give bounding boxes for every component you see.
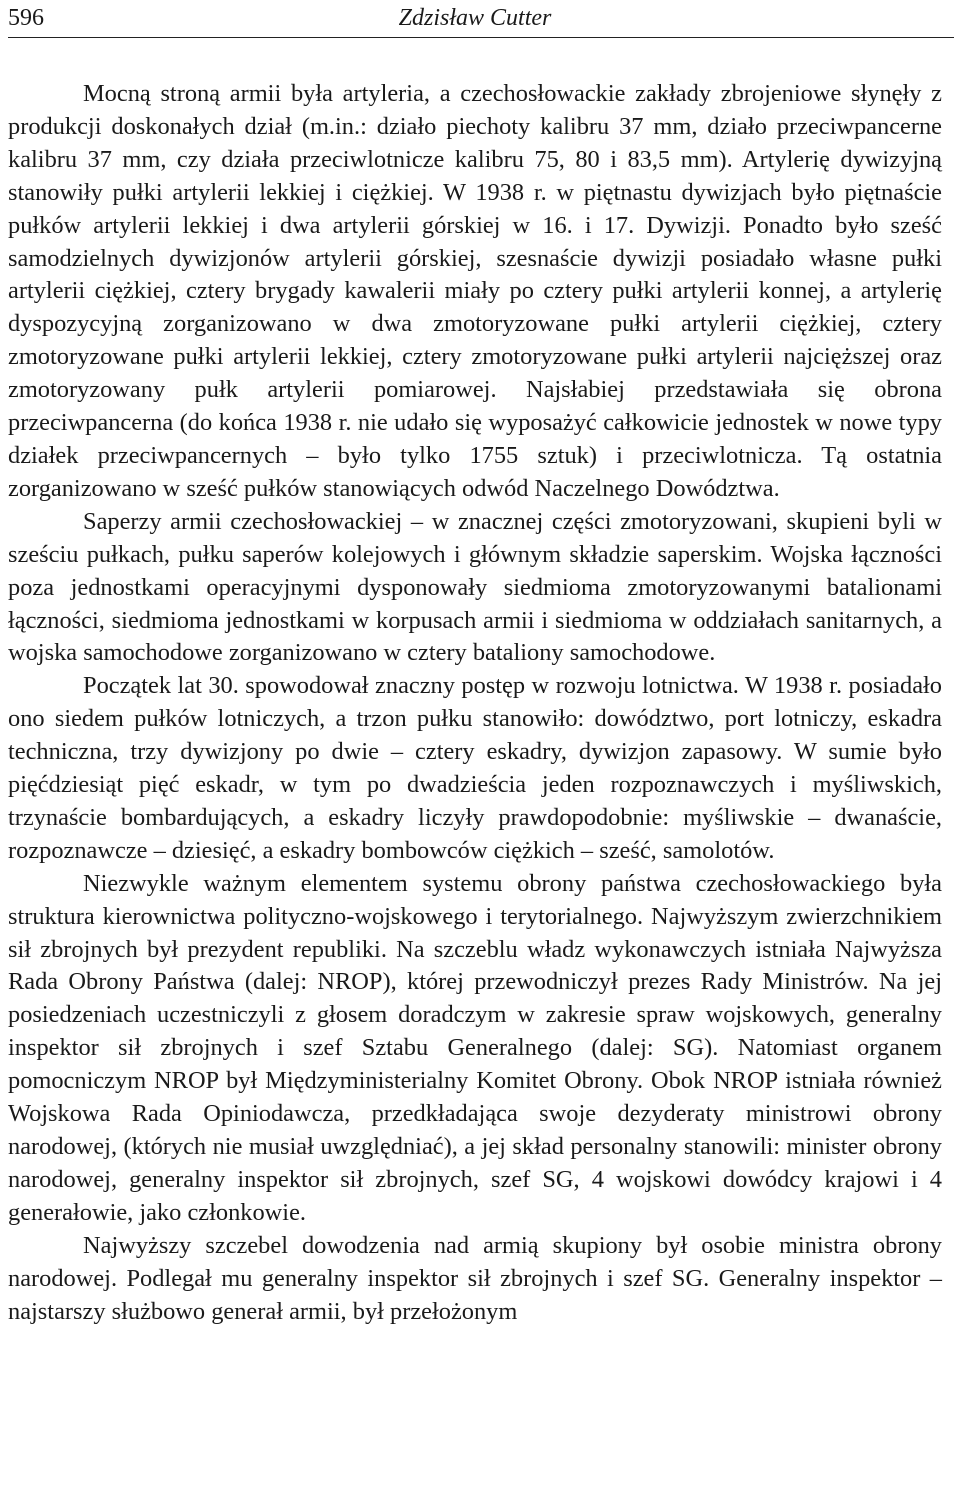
paragraph-aviation: Początek lat 30. spowodował znaczny postęp w rozwoju lotnictwa. W 1938 r. posiadało ono siedem pułków lotniczych, a trzon pułku stanowiło: dowództwo, port lotniczy, eskadra techniczna, trzy dywizjony po dwie – cztery eskadry, dywizjon zapasowy. W sumie było pięćdziesiąt pięć eskadr, w tym po dwadzieścia jeden rozpoznawczych i myśliwskich, trzynaście bombardujących, a eskadry liczyły prawdopodobnie: myśliwskie – dwanaście, rozpoznawcze – dziesięć, a eskadry bombowców ciężkich – sześć, samolotów. xyxy=(8,672,942,864)
document-page xyxy=(8,0,942,1509)
page-header xyxy=(8,4,942,37)
running-head: Zdzisław Cutter xyxy=(398,5,552,31)
paragraph-minister: Najwyższy szczebel dowodzenia nad armią skupiony był osobie ministra obrony narodowej. Podlegał mu generalny inspektor sił zbrojnych i szef SG. Generalny inspektor – najstarszy służbowo generał armii, był przełożonym xyxy=(8,1231,942,1325)
paragraph-sappers: Saperzy armii czechosłowackiej – w znacznej części zmotoryzowani, skupieni byli w sześciu pułkach, pułku saperów kolejowych i głównym składzie saperskim. Wojska łączności poza jednostkami operacyjnymi dysponowały siedmioma zmotoryzowanymi batalionami łączności, siedmioma jednostkami w korpusach armii i siedmioma w oddziałach sanitarnych, a wojska samochodowe zorganizowano w cztery bataliony samochodowe. xyxy=(8,507,942,667)
paragraph-artillery: Mocną stroną armii była artyleria, a czechosłowackie zakłady zbrojeniowe słynęły z produkcji doskonałych dział (m.in.: działo piechoty kalibru 37 mm, działo przeciwpancerne kalibru 37 mm, czy działa przeciwlotnicze kalibru 75, 80 i 83,5 mm). Artylerię dywizyjną stanowiły pułki artylerii lekkiej i ciężkiej. W 1938 r. w piętnastu dywizjach było piętnaście pułków artylerii lekkiej i dwa artylerii górskiej w 16. i 17. Dywizji. Ponadto było sześć samodzielnych dywizjonów artylerii górskiej, szesnaście dywizji posiadało własne pułki artylerii ciężkiej, cztery brygady kawalerii miały po cztery pułki artylerii konnej, a artylerię dyspozycyjną zorganizowano w dwa zmotoryzowane pułki artylerii ciężkiej, cztery zmotoryzowane pułki artylerii lekkiej, cztery zmotoryzowane pułki artylerii najcięższej oraz zmotoryzowany pułk artylerii pomiarowej. Najsłabiej przedstawiała się obrona przeciwpancerna (do końca 1938 r. nie udało się wyposażyć całkowicie jednostek w nowe typy działek przeciwpancernych – było tylko 1755 sztuk) i przeciwlotnicza. Tą ostatnia zorganizowano w sześć pułków stanowiących odwód Naczelnego Dowództwa. xyxy=(8,80,942,502)
header-rule xyxy=(8,37,954,38)
page-number: 596 xyxy=(8,5,44,31)
body-text xyxy=(8,78,942,1328)
paragraph-command-structure: Niezwykle ważnym elementem systemu obrony państwa czechosłowackiego była struktura kierownictwa polityczno-wojskowego i terytorialnego. Najwyższym zwierzchnikiem sił zbrojnych był prezydent republiki. Na szczeblu władz wykonawczych istniała Najwyższa Rada Obrony Państwa (dalej: NROP), której przewodniczył prezes Rady Ministrów. Na jej posiedzeniach uczestniczyli z głosem doradczym w zakresie spraw wojskowych, generalny inspektor sił zbrojnych i szef Sztabu Generalnego (dalej: SG). Natomiast organem pomocniczym NROP był Międzyministerialny Komitet Obrony. Obok NROP istniała również Wojskowa Rada Opiniodawcza, przedkładająca swoje dezyderaty ministrowi obrony narodowej, (których nie musiał uwzględniać), a jej skład personalny stanowili: minister obrony narodowej, generalny inspektor sił zbrojnych, szef SG, 4 wojskowi dowódcy krajowi i 4 generałowie, jako członkowie. xyxy=(8,869,942,1226)
